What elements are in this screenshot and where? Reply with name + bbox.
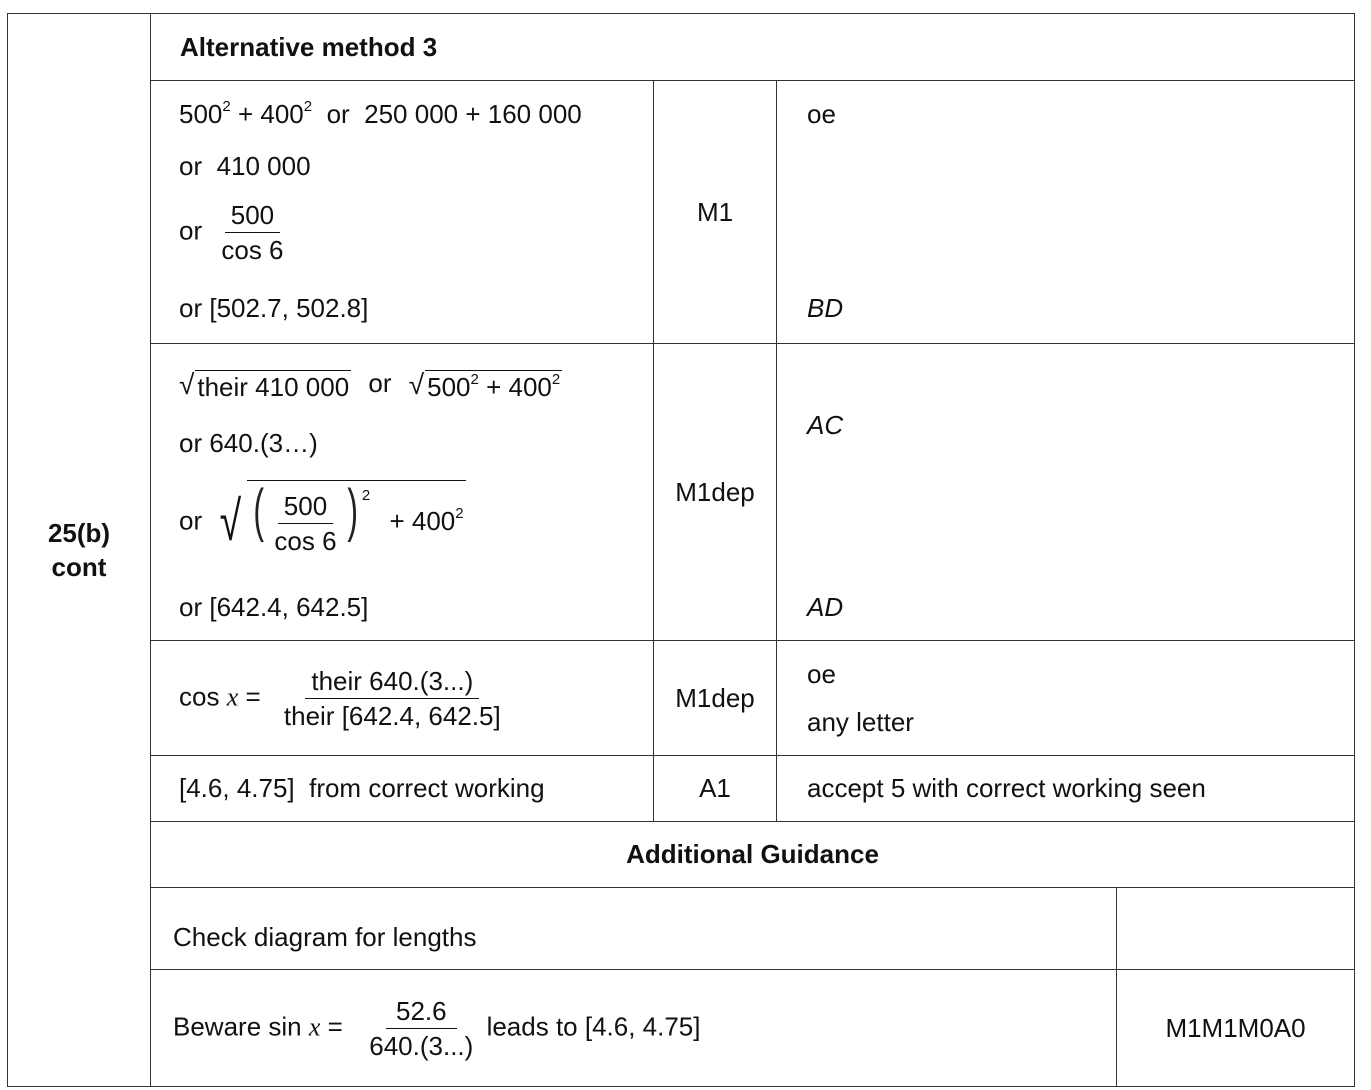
fraction: $\frac{500}{\cos 6}$ xyxy=(221,200,284,265)
question-number-cell xyxy=(8,14,151,1087)
working-1-line-1: $500^2 + 400^2$ or 250 000 + 160 000 xyxy=(179,98,582,129)
working-1-line-2: or 410 000 xyxy=(179,151,311,181)
working-1-line-4: or [502.7, 502.8] xyxy=(179,293,369,323)
mark-cell-3: M1dep xyxy=(654,641,777,756)
guidance-title: Additional Guidance xyxy=(151,822,1355,888)
note-1a: oe xyxy=(807,99,836,129)
fraction: $\frac{500}{\cos 6}$ xyxy=(274,490,337,556)
notes-cell-2 xyxy=(777,344,1355,641)
sqrt-their: √ their 410 000 xyxy=(179,368,350,402)
note-3b: any letter xyxy=(807,707,914,737)
mark-cell-2: M1dep xyxy=(654,344,777,641)
working-2-line-3: or √ ( $\frac{500}{\cos 6}$ ) $^2 + 400^2$ xyxy=(179,480,466,562)
notes-cell-3 xyxy=(777,641,1355,756)
question-cont: cont xyxy=(51,552,107,582)
fraction: $\frac{52.6}{640.(3...)}$ xyxy=(369,995,474,1061)
working-2-line-4: or [642.4, 642.5] xyxy=(179,592,369,622)
notes-cell-4: accept 5 with correct working seen xyxy=(777,756,1355,822)
mark-scheme-table xyxy=(7,13,1355,1087)
working-cell-4: [4.6, 4.75] from correct working xyxy=(151,756,654,822)
notes-cell-1 xyxy=(777,81,1355,344)
note-3a: oe xyxy=(807,659,836,689)
guidance-text-2: Beware sin x = $\frac{52.6}{640.(3...)}$ leads to [4.6, 4.75] xyxy=(151,970,1117,1087)
question-number: 25(b) xyxy=(47,518,111,548)
working-cell-1 xyxy=(151,81,654,344)
method-title: Alternative method 3 xyxy=(151,14,1355,81)
working-cell-2 xyxy=(151,344,654,641)
note-2b: AD xyxy=(807,592,844,622)
guidance-mark-1 xyxy=(1117,888,1355,970)
guidance-mark-2: M1M1M0A0 xyxy=(1117,970,1355,1087)
fraction: $\frac{\text{their 640.(3...)}}{\text{their [642.4, 642.5]}}$ xyxy=(283,665,501,731)
working-1-line-3: or $\frac{500}{\cos 6}$ xyxy=(179,201,290,264)
mark-cell-1: M1 xyxy=(654,81,777,344)
mark-cell-4: A1 xyxy=(654,756,777,822)
note-1b: BD xyxy=(807,293,844,323)
working-cell-3: cos x = $\frac{\text{their 640.(3...)}}{\text{their [642.4, 642.5]}}$ xyxy=(151,641,654,756)
working-2-line-1: √ their 410 000 or √ $500^2 + 400^2$ xyxy=(179,368,561,402)
working-2-line-2: or 640.(3…) xyxy=(179,428,318,458)
guidance-text-1: Check diagram for lengths xyxy=(151,888,1117,970)
note-2a: AC xyxy=(807,410,844,440)
sqrt-fraction: √ ( $\frac{500}{\cos 6}$ ) $^2 + 400^2$ xyxy=(215,480,465,562)
sqrt-sum: √ $500^2 + 400^2$ xyxy=(408,368,561,402)
